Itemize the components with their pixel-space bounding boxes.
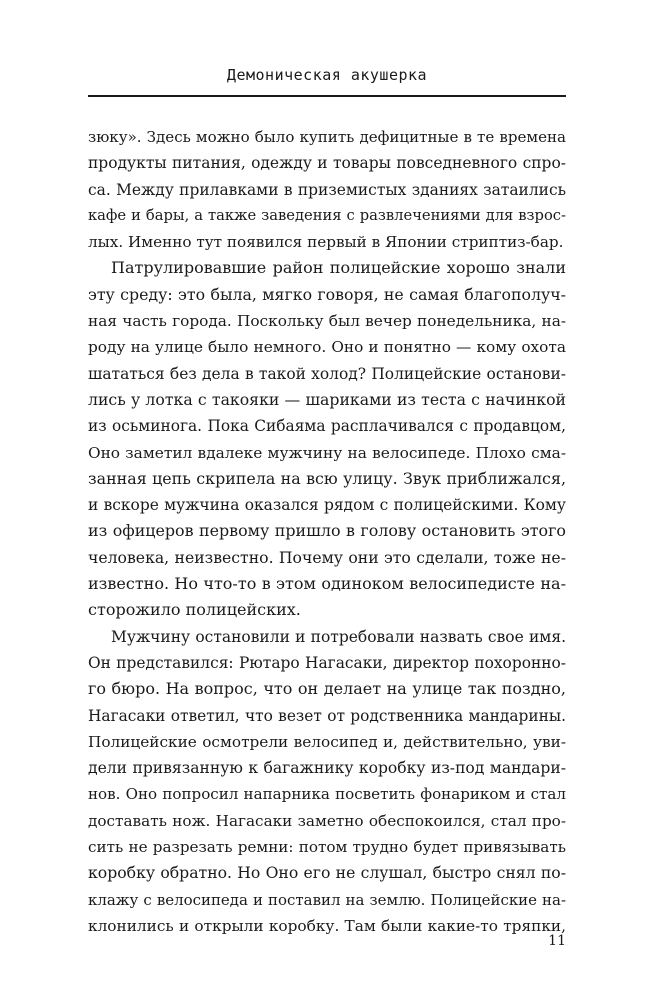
- running-head: Демоническая акушерка: [226, 66, 428, 84]
- text-line: из осьминога. Пока Сибаяма расплачивался с продавцом,: [88, 417, 566, 436]
- text-line: са. Между прилавками в приземистых зданиях затаились: [88, 180, 566, 199]
- text-line: человека, неизвестно. Почему они это сделали, тоже не-: [88, 547, 566, 567]
- text-line: лись у лотка с такояки — шариками из теста с начинкой: [88, 389, 566, 409]
- text-line: клонились и открыли коробку. Там были какие-то тряпки,: [88, 916, 566, 935]
- text-line: Полицейские осмотрели велосипед и, действительно, уви-: [88, 732, 566, 751]
- text-line: продукты питания, одежду и товары повседневного спро-: [88, 154, 566, 173]
- text-line: Патрулировавшие район полицейские хорошо знали: [111, 258, 566, 278]
- text-line: дели привязанную к багажнику коробку из-под мандари-: [88, 759, 566, 778]
- text-line: нов. Оно попросил напарника посветить фонариком и стал: [88, 785, 566, 804]
- text-line: роду на улице было немного. Оно и понятно — кому охота: [88, 338, 566, 357]
- text-line: коробку обратно. Но Оно его не слушал, быстро снял по-: [88, 863, 566, 883]
- text-line: Оно заметил вдалеке мужчину на велосипеде. Плохо сма-: [88, 443, 566, 462]
- text-line: известно. Но что-то в этом одиноком велосипедисте на-: [88, 574, 566, 594]
- text-line: лых. Именно тут появился первый в Японии стриптиз-бар.: [88, 233, 564, 252]
- text-line: Мужчину остановили и потребовали назвать свое имя.: [111, 627, 566, 646]
- text-line: сить не разрезать ремни: потом трудно будет привязывать: [88, 838, 566, 857]
- text-line: клажу с велосипеда и поставил на землю. Полицейские на-: [88, 890, 566, 909]
- text-line: зюку». Здесь можно было купить дефицитные в те времена: [88, 128, 566, 146]
- text-line: и вскоре мужчина оказался рядом с полицейскими. Кому: [88, 496, 566, 515]
- header-rule: [88, 95, 566, 97]
- text-line: Нагасаки ответил, что везет от родственника мандарины.: [88, 706, 566, 725]
- text-line: занная цепь скрипела на всю улицу. Звук приближался,: [88, 468, 566, 488]
- page-number: 11: [548, 933, 566, 949]
- text-line: из офицеров первому пришло в голову остановить этого: [88, 521, 566, 541]
- text-line: шататься без дела в такой холод? Полицейские останови-: [88, 364, 566, 383]
- text-line: эту среду: это была, мягко говоря, не самая благополуч-: [88, 284, 566, 304]
- text-line: кафе и бары, а также заведения с развлечениями для взрос-: [88, 206, 566, 224]
- body-text: [88, 124, 566, 939]
- text-line: доставать нож. Нагасаки заметно обеспокоился, стал про-: [88, 811, 566, 830]
- text-line: сторожило полицейских.: [88, 600, 301, 620]
- text-line: ная часть города. Поскольку был вечер понедельника, на-: [88, 312, 566, 331]
- text-line: Он представился: Рютаро Нагасаки, директор похоронно-: [88, 653, 566, 672]
- text-line: го бюро. На вопрос, что он делает на улице так поздно,: [88, 679, 566, 699]
